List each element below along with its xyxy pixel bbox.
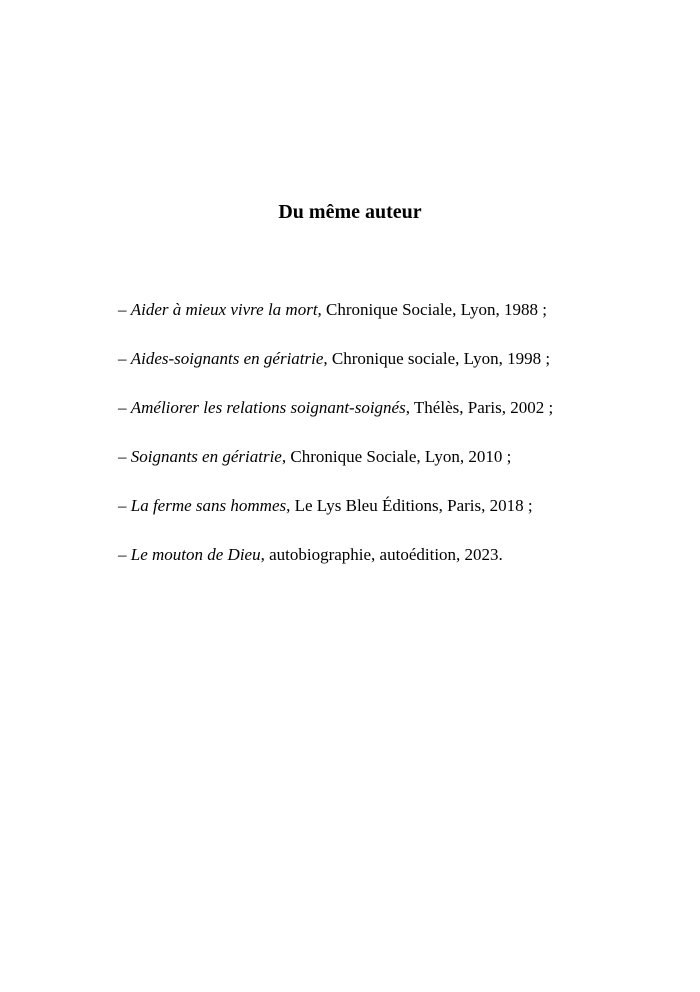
list-item — [118, 298, 678, 322]
work-title: Améliorer les relations soignant-soignés — [130, 398, 406, 417]
list-dash: – — [118, 545, 131, 564]
work-title: Soignants en gériatrie — [130, 447, 282, 466]
work-title: Aider à mieux vivre la mort, — [130, 300, 322, 319]
work-details: , Le Lys Bleu Éditions, Paris, 2018 ; — [286, 496, 533, 515]
work-title: La ferme sans hommes — [130, 496, 287, 515]
work-details: , Chronique sociale, Lyon, 1998 ; — [323, 349, 551, 368]
list-dash: – — [118, 496, 131, 515]
work-title: Le mouton de Dieu — [130, 545, 261, 564]
list-dash: – — [118, 349, 131, 368]
list-item — [118, 543, 678, 567]
work-details: , Thélès, Paris, 2002 ; — [405, 398, 554, 417]
page-title: Du même auteur — [278, 201, 422, 223]
work-details: , autobiographie, autoédition, 2023. — [260, 545, 503, 564]
bibliography-list — [118, 298, 678, 592]
list-dash: – — [118, 300, 131, 319]
work-details: Chronique Sociale, Lyon, 1988 ; — [321, 300, 548, 319]
list-dash: – — [118, 447, 131, 466]
list-item — [118, 347, 678, 371]
work-details: , Chronique Sociale, Lyon, 2010 ; — [281, 447, 512, 466]
list-dash: – — [118, 398, 131, 417]
work-title: Aides-soignants en gériatrie — [130, 349, 324, 368]
list-item — [118, 445, 678, 469]
list-item — [118, 396, 678, 420]
list-item — [118, 494, 678, 518]
